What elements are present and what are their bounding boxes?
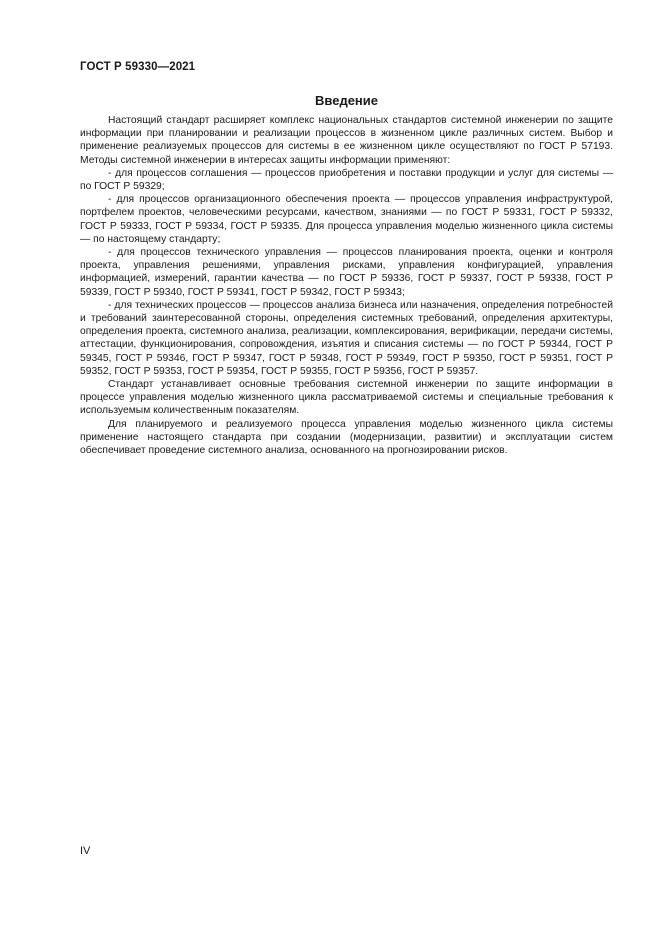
list-item-technical-management-processes: - для процессов технического управления — процессов планирования проекта, оценки и контроля проекта, управления решениями, управления рисками, управления конфигурацией, управления информацией, измерений, гарантии качества — по ГОСТ Р 59336, ГОСТ Р 59337, ГОСТ Р 59338, ГОСТ Р 59339, ГОСТ Р 59340, ГОСТ Р 59341, ГОСТ Р 59342, ГОСТ Р 59343; (80, 247, 613, 298)
paragraph-application: Для планируемого и реализуемого процесса управления моделью жизненного цикла системы применение настоящего стандарта при создании (модернизации, развитии) и эксплуатации систем обеспечивает проведение системного анализа, основанного на прогнозировании рисков. (80, 418, 613, 457)
paragraph-requirements: Стандарт устанавливает основные требования системной инженерии по защите информации в процессе управления моделью жизненного цикла рассматриваемой системы и специальные требования к используемым количественным показателям. (80, 379, 613, 417)
page-number: IV (80, 845, 91, 857)
section-title: Введение (315, 93, 378, 108)
list-item-organizational-processes: - для процессов организационного обеспечения проекта — процессов управления инфраструктурой, портфелем проектов, человеческими ресурсами, качеством, знаниями — по ГОСТ Р 59331, ГОСТ Р 59332, ГОСТ Р 59333, ГОСТ Р 59334, ГОСТ Р 59335. Для процесса управления моделью жизненного цикла системы — по настоящему стандарту; (80, 194, 613, 245)
standard-code-header: ГОСТ Р 59330—2021 (80, 61, 196, 73)
list-item-agreement-processes: - для процессов соглашения — процессов приобретения и поставки продукции и услуг для системы — по ГОСТ Р 59329; (80, 167, 613, 193)
list-item-technical-processes: - для технических процессов — процессов анализа бизнеса или назначения, определения потребностей и требований заинтересованной стороны, определения системных требований, определения архитектуры, определения проекта, системного анализа, реализации, комплексирования, верификации, передачи системы, аттестации, функционирования, сопровождения, изъятия и списания системы — по ГОСТ Р 59344, ГОСТ Р 59345, ГОСТ Р 59346, ГОСТ Р 59347, ГОСТ Р 59348, ГОСТ Р 59349, ГОСТ Р 59350, ГОСТ Р 59351, ГОСТ Р 59352, ГОСТ Р 59353, ГОСТ Р 59354, ГОСТ Р 59355, ГОСТ Р 59356, ГОСТ Р 59357. (80, 299, 613, 377)
document-body (80, 114, 613, 457)
paragraph-intro: Настоящий стандарт расширяет комплекс национальных стандартов системной инженерии по защите информации при планировании и реализации процессов в жизненном цикле различных систем. Выбор и применение реализуемых процессов для системы в ее жизненном цикле осуществляют по ГОСТ Р 57193. Методы системной инженерии в интересах защиты информации применяют: (80, 115, 613, 166)
